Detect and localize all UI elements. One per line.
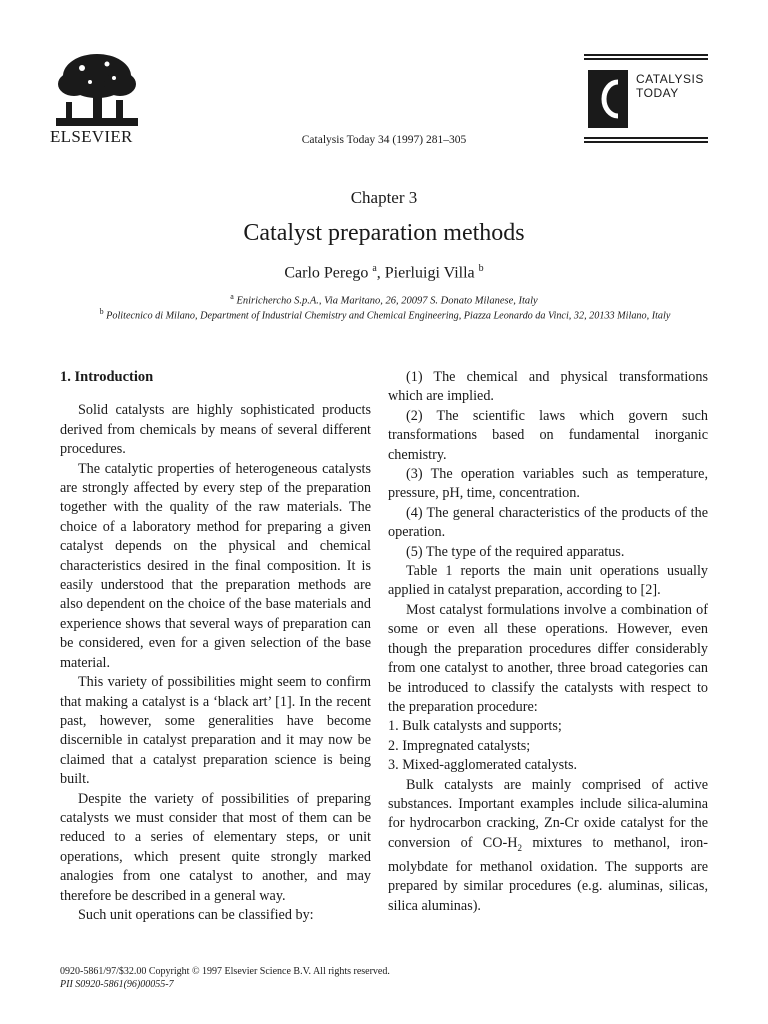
bulk-catalysts-text-start: Bulk catalysts are mainly comprised of active substances. Important examples include silica-alumina for hydrocarbon cracking, Zn-Cr oxide catalyst for the conversion of CO-H bbox=[388, 776, 708, 851]
author-name: Carlo Perego bbox=[284, 264, 369, 282]
journal-logo-rule-top bbox=[584, 54, 708, 56]
section-heading: 1. Introduction bbox=[60, 369, 154, 385]
author-affiliation-mark: a bbox=[372, 263, 377, 274]
category-list bbox=[388, 717, 708, 775]
author-name: Pierluigi Villa bbox=[384, 264, 475, 282]
classification-item: (5) The type of the required apparatus. bbox=[406, 543, 625, 560]
journal-logo-title-line1: CATALYSIS bbox=[636, 72, 704, 86]
classification-item: (2) The scientific laws which govern such transformations based on fundamental inorganic chemistry. bbox=[388, 407, 708, 463]
affiliation-a bbox=[0, 292, 768, 307]
journal-logo-rule-bottom-2 bbox=[584, 141, 708, 143]
body-paragraph: Solid catalysts are highly sophisticated products derived from chemicals by means of several different procedures. bbox=[60, 402, 371, 458]
affiliation-b bbox=[45, 307, 725, 321]
category-item: 3. Mixed-agglomerated catalysts. bbox=[388, 757, 578, 774]
journal-logo-rule-bottom bbox=[584, 137, 708, 139]
pii-line: PII S0920-5861(96)00055-7 bbox=[60, 979, 174, 990]
subscript-2: 2 bbox=[517, 842, 522, 853]
right-column bbox=[388, 368, 708, 916]
journal-logo-rule-top-2 bbox=[584, 58, 708, 60]
article-title: Catalyst preparation methods bbox=[243, 220, 525, 246]
publisher-name: ELSEVIER bbox=[50, 127, 133, 146]
journal-citation: Catalysis Today 34 (1997) 281–305 bbox=[301, 134, 467, 146]
category-item: 1. Bulk catalysts and supports; bbox=[388, 718, 562, 735]
classification-item: (4) The general characteristics of the products of the operation. bbox=[388, 504, 708, 541]
category-item: 2. Impregnated catalysts; bbox=[388, 737, 531, 754]
author-list: Carlo Perego $^a$, Pierluigi Villa $^b$ bbox=[284, 263, 484, 282]
author-affiliation-mark: b bbox=[478, 263, 484, 274]
copyright-line: 0920-5861/97/$32.00 Copyright © 1997 Elsevier Science B.V. All rights reserved. bbox=[60, 966, 390, 977]
affiliation-text: Politecnico di Milano, Department of Industrial Chemistry and Chemical Engineering, Piazza Leonardo da Vinci, 32, 20133 Milano, Italy bbox=[106, 310, 671, 322]
affiliation-mark: b bbox=[99, 307, 104, 316]
body-paragraph: Table 1 reports the main unit operations usually applied in catalyst preparation, according to [2]. bbox=[388, 563, 708, 599]
journal-c-glyph-icon bbox=[588, 70, 628, 128]
journal-logo-mark bbox=[588, 70, 628, 128]
journal-logo-title-line2: TODAY bbox=[636, 86, 679, 100]
body-paragraph: The catalytic properties of heterogeneous catalysts are strongly affected by every step of the preparation together with the quality of the raw materials. The choice of a laboratory method for preparing a given catalyst depends on the physical and chemical characteristics desired in the final composition. It is easily understood that the preparation methods are also dependent on the choice of the base materials and experience shows that several ways of preparation can be considered, even for a given selection of the base material. bbox=[60, 460, 371, 671]
affiliation-mark: a bbox=[230, 292, 234, 301]
body-paragraph: Most catalyst formulations involve a combination of some or even all these operations. However, even though the preparation procedures differ considerably from one catalyst to another, three broad categories can be introduced to classify the catalysts with respect to the preparation procedure: bbox=[388, 601, 708, 715]
affiliation-text: Enirichercho S.p.A., Via Maritano, 26, 20097 S. Donato Milanese, Italy bbox=[236, 295, 538, 307]
chapter-label: Chapter 3 bbox=[350, 188, 418, 207]
bulk-catalysts-text-end: mixtures to methanol, iron-molybdate for methanol oxidation. The supports are prepared by similar procedures (e.g. aluminas, silicas, silica aluminas). bbox=[388, 834, 709, 914]
body-paragraph: Such unit operations can be classified by: bbox=[78, 906, 314, 923]
elsevier-tree-logo bbox=[52, 50, 142, 130]
classification-item: (3) The operation variables such as temperature, pressure, pH, time, concentration. bbox=[388, 466, 708, 502]
body-paragraph: This variety of possibilities might seem to confirm that making a catalyst is a ‘black art’ [1]. In the recent past, however, some generalities have become discernible in catalyst preparation and it may now be claimed that a catalyst preparation science is being built. bbox=[60, 674, 371, 788]
body-paragraph: Despite the variety of possibilities of preparing catalysts we must consider that most of them can be reduced to a series of elementary steps, or unit operations, which present quite strongly marked analogies from one catalyst to another, and may therefore be described in a general way. bbox=[60, 790, 371, 904]
left-column bbox=[60, 368, 371, 925]
footer bbox=[60, 965, 390, 991]
body-paragraph bbox=[388, 776, 708, 917]
classification-item: (1) The chemical and physical transformations which are implied. bbox=[388, 369, 708, 405]
